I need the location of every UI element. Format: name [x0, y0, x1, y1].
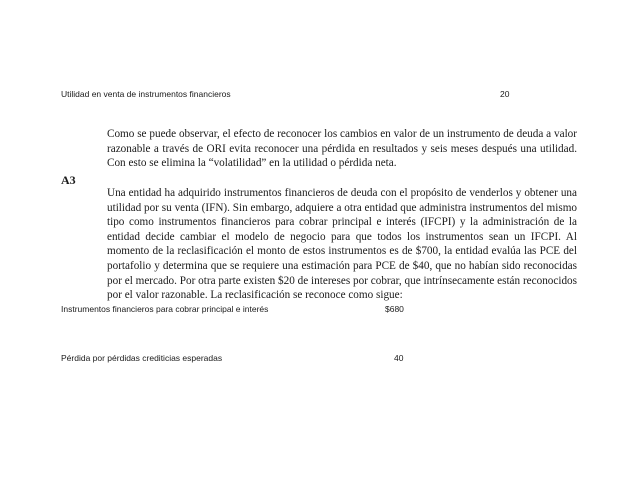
page-number: 20 — [500, 89, 510, 99]
section-label: A3 — [61, 173, 76, 187]
journal-entry-amount: $680 — [385, 304, 404, 314]
paragraph-summary: Como se puede observar, el efecto de reconocer los cambios en valor de un instrumento de deuda a valor razonable a través de ORI evita reconocer una pérdida en resultados y seis meses después una utilidad. Con esto se elimina la “volatilidad” en la utilidad o pérdida neta. — [107, 128, 577, 170]
journal-entry-label: Instrumentos financieros para cobrar principal e interés — [61, 304, 269, 314]
journal-entry-amount: 40 — [394, 353, 404, 363]
page-header-title: Utilidad en venta de instrumentos financieros — [61, 89, 231, 99]
journal-entry-label: Pérdida por pérdidas crediticias esperadas — [61, 353, 223, 363]
paragraph-case-description: Una entidad ha adquirido instrumentos financieros de deuda con el propósito de venderlos y obtener una utilidad por su venta (IFN). Sin embargo, adquiere a otra entidad que administra instrumentos del mismo tipo como instrumentos financieros para cobrar principal e interés (IFCPI) y la administración de la entidad decide cambiar el modelo de negocio para que todos los instrumentos sean un IFCPI. Al momento de la reclasificación el monto de estos instrumentos es de $700, la entidad evalúa las PCE del portafolio y determina que se requiere una estimación para PCE de $40, que no habían sido reconocidas por el mercado. Por otra parte existen $20 de intereses por cobrar, que intrínsecamente están reconocidos por el valor razonable. La reclasificación se reconoce como sigue: — [107, 187, 577, 302]
